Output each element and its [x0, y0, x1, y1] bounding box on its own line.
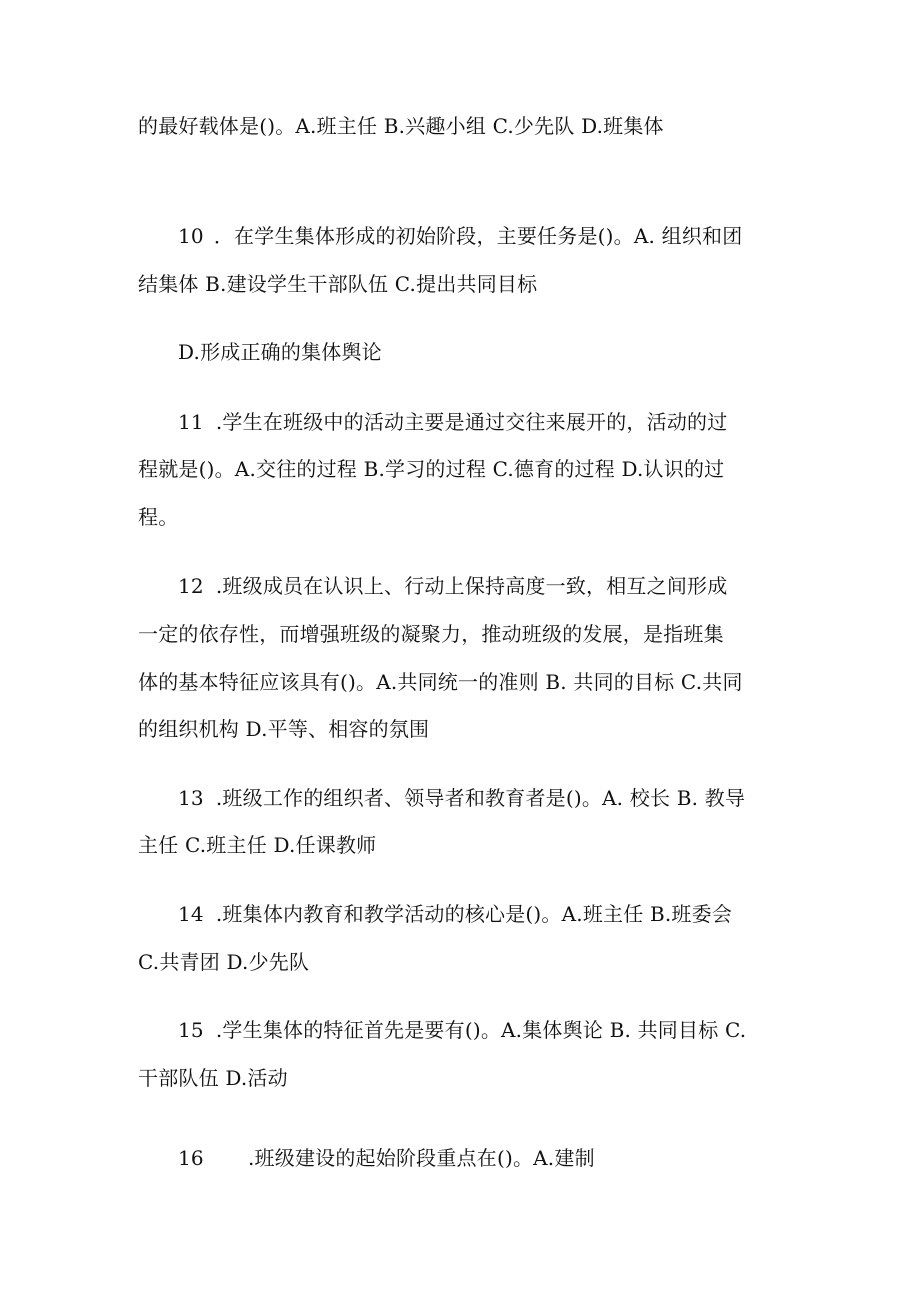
question-14-line-2: C.共青团 D.少先队	[138, 950, 310, 974]
question-13-line-2: 主任 C.班主任 D.任课教师	[138, 833, 377, 857]
question-text: .学生集体的特征首先是要有()。A.集体舆论 B. 共同目标 C.	[215, 1018, 747, 1042]
question-number: 11	[178, 410, 204, 434]
question-number: 15	[178, 1018, 204, 1042]
question-text: .班级成员在认识上、行动上保持高度一致，相互之间形成	[215, 574, 728, 598]
question-16-line-1	[178, 1146, 595, 1170]
question-number: 14	[178, 902, 204, 926]
question-text: .班集体内教育和教学活动的核心是()。A.班主任 B.班委会	[215, 902, 733, 926]
question-12-line-3: 体的基本特征应该具有()。A.共同统一的准则 B. 共同的目标 C.共同	[138, 670, 743, 694]
question-text: .班级工作的组织者、领导者和教育者是()。A. 校长 B. 教导	[215, 786, 746, 810]
question-11-line-2: 程就是()。A.交往的过程 B.学习的过程 C.德育的过程 D.认识的过	[138, 457, 725, 481]
question-11-line-3: 程。	[138, 505, 179, 529]
question-10-line-3: D.形成正确的集体舆论	[178, 340, 382, 364]
question-13-line-1	[178, 786, 745, 810]
question-number: 16	[178, 1146, 204, 1170]
question-15-line-1	[178, 1018, 746, 1042]
question-12-line-2: 一定的依存性，而增强班级的凝聚力，推动班级的发展，是指班集	[138, 622, 724, 646]
question-12-line-4: 的组织机构 D.平等、相容的氛围	[138, 717, 430, 741]
question-14-line-1	[178, 902, 732, 926]
question-15-line-2: 干部队伍 D.活动	[138, 1066, 288, 1090]
question-10-line-2: 结集体 B.建设学生干部队伍 C.提出共同目标	[138, 272, 538, 296]
question-11-line-1	[178, 410, 727, 434]
question-10-line-1	[178, 224, 742, 248]
question-text: ．在学生集体形成的初始阶段，主要任务是()。A. 组织和团	[213, 224, 743, 248]
text-line: 的最好载体是()。A.班主任 B.兴趣小组 C.少先队 D.班集体	[138, 114, 664, 138]
question-number: 13	[178, 786, 204, 810]
question-number: 12	[178, 574, 204, 598]
question-text: .学生在班级中的活动主要是通过交往来展开的，活动的过	[215, 410, 728, 434]
question-number: 10	[178, 224, 204, 248]
question-text: .班级建设的起始阶段重点在()。A.建制	[248, 1146, 595, 1170]
question-12-line-1	[178, 574, 727, 598]
